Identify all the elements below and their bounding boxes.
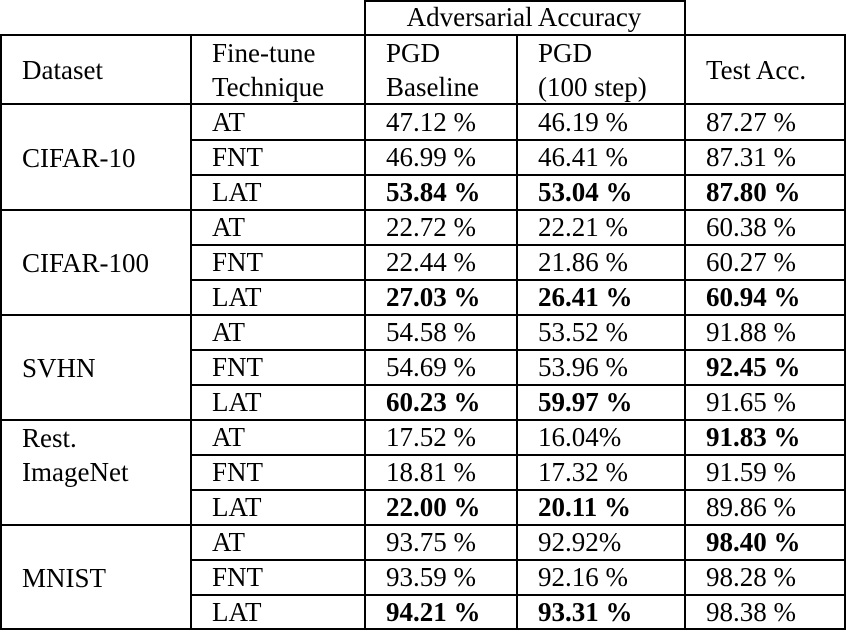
row-rule	[190, 454, 846, 456]
header-pgd-100-line2: (100 step)	[538, 72, 647, 102]
row-rule	[190, 174, 846, 176]
dataset-name-line: Rest.	[22, 423, 77, 453]
pgd-baseline-cell: 54.58 %	[386, 317, 476, 347]
pgd-baseline-cell: 27.03 %	[386, 282, 481, 312]
test-acc-cell: 98.28 %	[706, 562, 796, 592]
pgd-baseline-cell: 22.00 %	[386, 492, 481, 522]
header-bottom-rule	[0, 103, 846, 105]
dataset-name	[0, 210, 190, 315]
dataset-name-line: CIFAR-100	[22, 247, 150, 278]
pgd-100-step-cell: 92.16 %	[538, 562, 628, 592]
baseline-step-rule	[516, 34, 518, 630]
test-acc-cell: 91.88 %	[706, 317, 796, 347]
row-rule	[190, 559, 846, 561]
header-adversarial-accuracy: Adversarial Accuracy	[406, 1, 642, 32]
test-acc-cell: 92.45 %	[706, 352, 801, 382]
pgd-100-step-cell: 46.41 %	[538, 142, 628, 172]
row-rule	[190, 279, 846, 281]
header-dataset: Dataset	[22, 54, 103, 85]
dataset-name	[0, 420, 190, 490]
pgd-100-step-cell: 22.21 %	[538, 212, 628, 242]
pgd-100-step-cell: 93.31 %	[538, 597, 633, 627]
technique-cell: AT	[212, 212, 245, 242]
pgd-baseline-cell: 22.44 %	[386, 247, 476, 277]
pgd-100-step-cell: 53.52 %	[538, 317, 628, 347]
test-acc-cell: 60.38 %	[706, 212, 796, 242]
group-header-left-rule	[364, 0, 366, 36]
header-technique-line1: Fine-tune	[212, 38, 316, 68]
group-header-top-rule	[364, 0, 686, 2]
row-rule	[190, 594, 846, 596]
pgd-baseline-cell: 60.23 %	[386, 387, 481, 417]
pgd-100-step-cell: 46.19 %	[538, 107, 628, 137]
group-separator-rule	[0, 314, 846, 316]
technique-cell: AT	[212, 317, 245, 347]
pgd-100-step-cell: 21.86 %	[538, 247, 628, 277]
test-acc-cell: 89.86 %	[706, 492, 796, 522]
pgd-baseline-cell: 53.84 %	[386, 177, 481, 207]
technique-cell: AT	[212, 422, 245, 452]
pgd-baseline-cell: 93.59 %	[386, 562, 476, 592]
table-bottom-rule	[0, 628, 846, 630]
technique-cell: AT	[212, 107, 245, 137]
test-acc-cell: 91.83 %	[706, 422, 801, 452]
dataset-technique-rule	[190, 34, 192, 630]
pgd-100-step-cell: 17.32 %	[538, 457, 628, 487]
technique-cell: LAT	[212, 492, 262, 522]
test-acc-cell: 87.31 %	[706, 142, 796, 172]
test-acc-cell: 87.80 %	[706, 177, 801, 207]
pgd-baseline-cell: 54.69 %	[386, 352, 476, 382]
group-separator-rule	[0, 209, 846, 211]
pgd-100-step-cell: 59.97 %	[538, 387, 633, 417]
test-acc-cell: 98.40 %	[706, 527, 801, 557]
technique-cell: FNT	[212, 457, 264, 487]
test-acc-cell: 98.38 %	[706, 597, 796, 627]
pgd-baseline-cell: 18.81 %	[386, 457, 476, 487]
row-rule	[190, 489, 846, 491]
pgd-baseline-cell: 47.12 %	[386, 107, 476, 137]
pgd-100-step-cell: 92.92%	[538, 527, 622, 557]
group-separator-rule	[0, 524, 846, 526]
pgd-100-step-cell: 53.04 %	[538, 177, 633, 207]
dataset-name-line: CIFAR-10	[22, 142, 136, 173]
test-acc-cell: 87.27 %	[706, 107, 796, 137]
test-acc-cell: 91.59 %	[706, 457, 796, 487]
row-rule	[190, 384, 846, 386]
header-technique-line2: Technique	[212, 72, 325, 102]
header-top-rule	[0, 34, 846, 36]
row-rule	[190, 139, 846, 141]
dataset-name-line: ImageNet	[22, 457, 129, 487]
technique-cell: AT	[212, 527, 245, 557]
test-acc-cell: 60.27 %	[706, 247, 796, 277]
test-acc-cell: 91.65 %	[706, 387, 796, 417]
pgd-baseline-cell: 94.21 %	[386, 597, 481, 627]
dataset-name-line: SVHN	[22, 352, 96, 383]
dataset-name	[0, 525, 190, 630]
pgd-baseline-cell: 93.75 %	[386, 527, 476, 557]
technique-cell: LAT	[212, 282, 262, 312]
header-pgd-baseline-line1: PGD	[386, 38, 441, 68]
pgd-baseline-cell: 22.72 %	[386, 212, 476, 242]
technique-cell: FNT	[212, 247, 264, 277]
group-separator-rule	[0, 419, 846, 421]
pgd-100-step-cell: 20.11 %	[538, 492, 632, 522]
header-pgd-baseline	[364, 36, 516, 104]
technique-cell: LAT	[212, 387, 262, 417]
header-pgd-baseline-line2: Baseline	[386, 72, 479, 102]
row-rule	[190, 244, 846, 246]
technique-cell: FNT	[212, 142, 264, 172]
technique-cell: FNT	[212, 352, 264, 382]
row-rule	[190, 349, 846, 351]
step-test-rule	[684, 34, 686, 630]
technique-baseline-rule	[364, 34, 366, 630]
dataset-name	[0, 105, 190, 210]
header-pgd-100-line1: PGD	[538, 38, 593, 68]
pgd-100-step-cell: 26.41 %	[538, 282, 633, 312]
pgd-100-step-cell: 16.04%	[538, 422, 622, 452]
group-header-right-rule	[684, 0, 686, 36]
header-pgd-100-step	[516, 36, 684, 104]
pgd-100-step-cell: 53.96 %	[538, 352, 628, 382]
header-test-acc: Test Acc.	[706, 54, 807, 85]
header-technique	[190, 36, 364, 104]
dataset-name-line: MNIST	[22, 562, 107, 593]
technique-cell: LAT	[212, 597, 262, 627]
test-acc-cell: 60.94 %	[706, 282, 801, 312]
technique-cell: LAT	[212, 177, 262, 207]
left-border-rule	[0, 34, 2, 630]
technique-cell: FNT	[212, 562, 264, 592]
pgd-baseline-cell: 46.99 %	[386, 142, 476, 172]
pgd-baseline-cell: 17.52 %	[386, 422, 476, 452]
dataset-name	[0, 315, 190, 420]
